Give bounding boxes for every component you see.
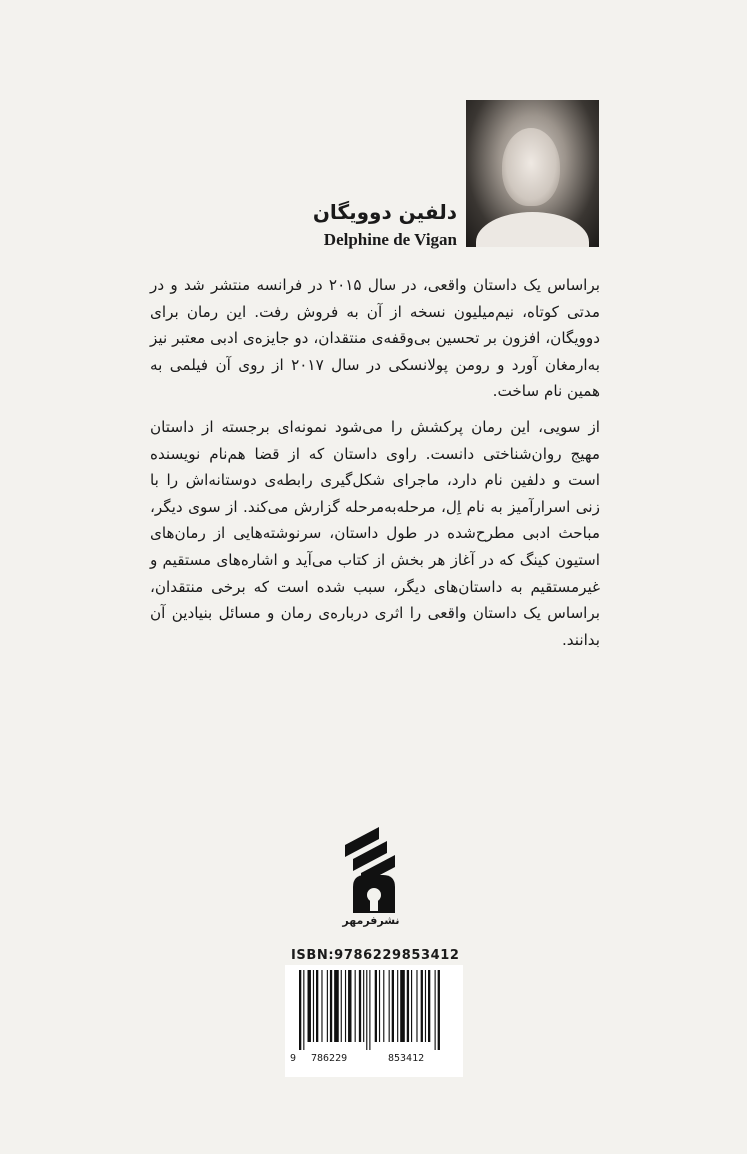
barcode-bar bbox=[321, 970, 322, 1042]
barcode-bar bbox=[411, 970, 412, 1042]
barcode-bar bbox=[330, 970, 332, 1042]
publisher-name: نشرفرمهر bbox=[342, 914, 400, 927]
author-photo-shoulders bbox=[476, 212, 589, 247]
barcode-bar bbox=[389, 970, 390, 1042]
book-logo-icon bbox=[339, 825, 403, 915]
barcode-bar bbox=[425, 970, 426, 1042]
barcode-bar bbox=[359, 970, 361, 1042]
barcode-bar bbox=[303, 970, 304, 1050]
barcode-bar bbox=[392, 970, 394, 1042]
barcode-bar bbox=[355, 970, 356, 1042]
barcode-bar bbox=[438, 970, 440, 1050]
barcode-bar bbox=[416, 970, 417, 1042]
author-name-english: Delphine de Vigan bbox=[323, 230, 457, 249]
barcode-bar bbox=[345, 970, 346, 1042]
barcode-bar bbox=[400, 970, 405, 1042]
isbn-label: ISBN:9786229853412 bbox=[291, 948, 460, 963]
barcode-bar bbox=[421, 970, 423, 1042]
barcode-bar bbox=[316, 970, 318, 1042]
barcode-bar bbox=[407, 970, 409, 1042]
author-photo-face bbox=[502, 128, 560, 206]
barcode-bar bbox=[299, 970, 301, 1050]
barcode-bar bbox=[348, 970, 351, 1042]
barcode bbox=[297, 970, 457, 1050]
barcode-digit-group-left: 786229 bbox=[311, 1053, 348, 1064]
barcode-bar bbox=[366, 970, 367, 1050]
barcode-bar bbox=[308, 970, 311, 1042]
barcode-bar bbox=[369, 970, 370, 1050]
barcode-bar bbox=[428, 970, 430, 1042]
barcode-bar bbox=[313, 970, 314, 1042]
barcode-bar bbox=[397, 970, 398, 1042]
barcode-bar bbox=[375, 970, 377, 1042]
barcode-bar bbox=[334, 970, 339, 1042]
barcode-bar bbox=[383, 970, 384, 1042]
blurb-paragraph-2: از سویی، این رمان پرکشش را می‌شود نمونه‌ای برجسته از داستان مهیج روان‌شناختی دانست. راوی داستان که از قضا هم‌نام نویسنده است و دلفین نام دارد، ماجرای شکل‌گیری رابطه‌ی دوستانه‌اش را با زنی اسرارآمیز به نام اِل، مرحله‌به‌مرحله گزارش می‌کند. از سوی دیگر، مباحث ادبی مطرح‌شده در طول داستان، سرنوشته‌هایی از رمان‌های استیون کینگ که در آغاز هر بخش از کتاب می‌آید و اشاره‌های مستقیم و غیرمستقیم به داستان‌های دیگر، سبب شده است که برخی منتقدان، براساس یک داستان واقعی را اثری درباره‌ی رمان و مسائل بنیادین آن بدانند. bbox=[150, 417, 600, 649]
author-photo bbox=[466, 100, 599, 247]
barcode-bar bbox=[363, 970, 364, 1042]
back-cover-blurb bbox=[150, 272, 600, 653]
blurb-paragraph-1: براساس یک داستان واقعی، در سال ۲۰۱۵ در فرانسه منتشر شد و در مدتی کوتاه، نیم‌میلیون نسخه از آن به فروش رفت. این رمان برای دوویگان، افزون بر تحسین بی‌وقفه‌ی منتقدان، دو جایزه‌ی ادبی معتبر نیز به‌ارمغان آورد و رومن پولانسکی در سال ۲۰۱۷ از روی آن فیلمی به همین نام ساخت. bbox=[150, 276, 601, 401]
barcode-bar bbox=[435, 970, 436, 1050]
author-name-persian: دلفین دوویگان bbox=[312, 200, 457, 224]
barcode-bar bbox=[379, 970, 380, 1042]
barcode-bar bbox=[327, 970, 328, 1042]
barcode-digit-prefix: 9 bbox=[290, 1053, 297, 1064]
barcode-bar bbox=[341, 970, 342, 1042]
barcode-digit-group-right: 853412 bbox=[388, 1053, 425, 1064]
